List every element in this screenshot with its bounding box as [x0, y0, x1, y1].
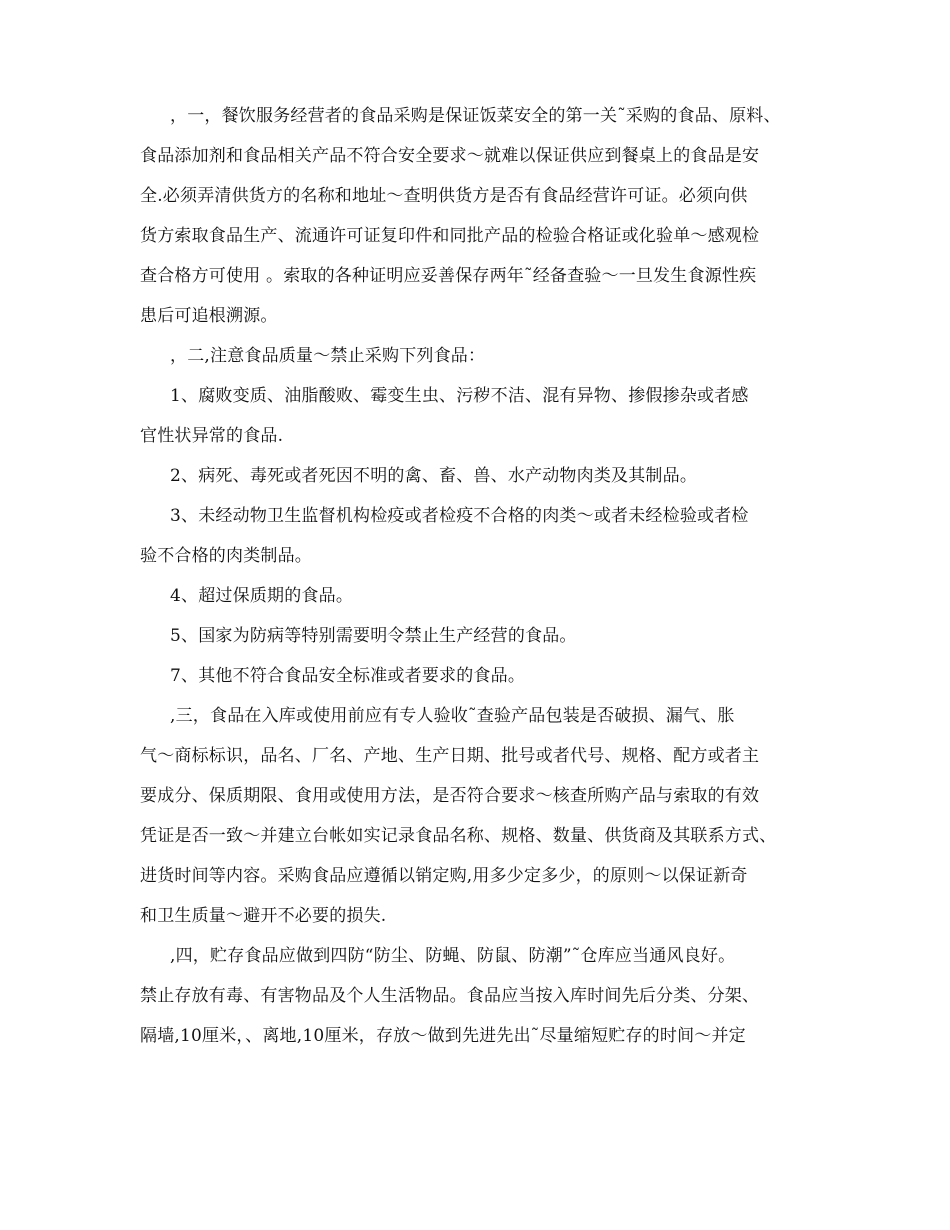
- list-item-4: 4、超过保质期的食品。: [170, 586, 354, 606]
- paragraph-3-line-1: ,三，食品在入库或使用前应有专人验收˜查验产品包装是否破损、漏气、胀: [170, 706, 735, 726]
- list-item-3-line-2: 验不合格的肉类制品。: [140, 546, 312, 566]
- paragraph-1-line-6: 患后可追根溯源。: [140, 306, 278, 326]
- list-item-1-line-2: 官性状异常的食品.: [140, 426, 284, 446]
- list-item-1-line-1: 1、腐败变质、油脂酸败、霉变生虫、污秽不洁、混有异物、掺假掺杂或者感: [170, 386, 749, 406]
- paragraph-1-line-4: 货方索取食品生产、流通许可证复印件和同批产品的检验合格证或化验单～感观检: [140, 226, 760, 246]
- paragraph-3-line-3: 要成分、保质期限、食用或使用方法，是否符合要求～核查所购产品与索取的有效: [140, 786, 760, 806]
- paragraph-1-line-2: 食品添加剂和食品相关产品不符合安全要求～就难以保证供应到餐桌上的食品是安: [140, 146, 760, 166]
- paragraph-3-line-6: 和卫生质量～避开不必要的损失.: [140, 906, 387, 926]
- paragraph-3-line-4: 凭证是否一致～并建立台帐如实记录食品名称、规格、数量、供货商及其联系方式、: [140, 826, 777, 846]
- list-item-3-line-1: 3、未经动物卫生监督机构检疫或者检疫不合格的肉类～或者未经检验或者检: [170, 506, 749, 526]
- paragraph-1-line-5: 查合格方可使用 。索取的各种证明应妥善保存两年˜经备查验～一旦发生食源性疾: [140, 266, 757, 286]
- paragraph-3-line-2: 气～商标标识，品名、厂名、产地、生产日期、批号或者代号、规格、配方或者主: [140, 746, 760, 766]
- paragraph-4-line-3: 隔墙,10厘米，、离地,10厘米，存放～做到先进先出˜尽量缩短贮存的时间～并定: [140, 1026, 746, 1046]
- paragraph-3-line-5: 进货时间等内容。采购食品应遵循以销定购,用多少定多少，的原则～以保证新奇: [140, 866, 748, 886]
- list-item-7: 7、其他不符合食品安全标准或者要求的食品。: [170, 666, 526, 686]
- section-2-heading: ，二,注意食品质量～禁止采购下列食品：: [170, 346, 486, 366]
- paragraph-1-line-1: ，一，餐饮服务经营者的食品采购是保证饭菜安全的第一关˜采购的食品、原料、: [170, 106, 781, 126]
- paragraph-1-line-3: 全.必须弄清供货方的名称和地址～查明供货方是否有食品经营许可证。必须向供: [140, 186, 748, 206]
- list-item-2: 2、病死、毒死或者死因不明的禽、畜、兽、水产动物肉类及其制品。: [170, 466, 698, 486]
- list-item-5: 5、国家为防病等特别需要明令禁止生产经营的食品。: [170, 626, 577, 646]
- paragraph-4-line-2: 禁止存放有毒、有害物品及个人生活物品。食品应当按入库时间先后分类、分架、: [140, 986, 760, 1006]
- paragraph-4-line-1: ,四，贮存食品应做到四防“防尘、防蝇、防鼠、防潮”˜仓库应当通风良好。: [170, 946, 736, 966]
